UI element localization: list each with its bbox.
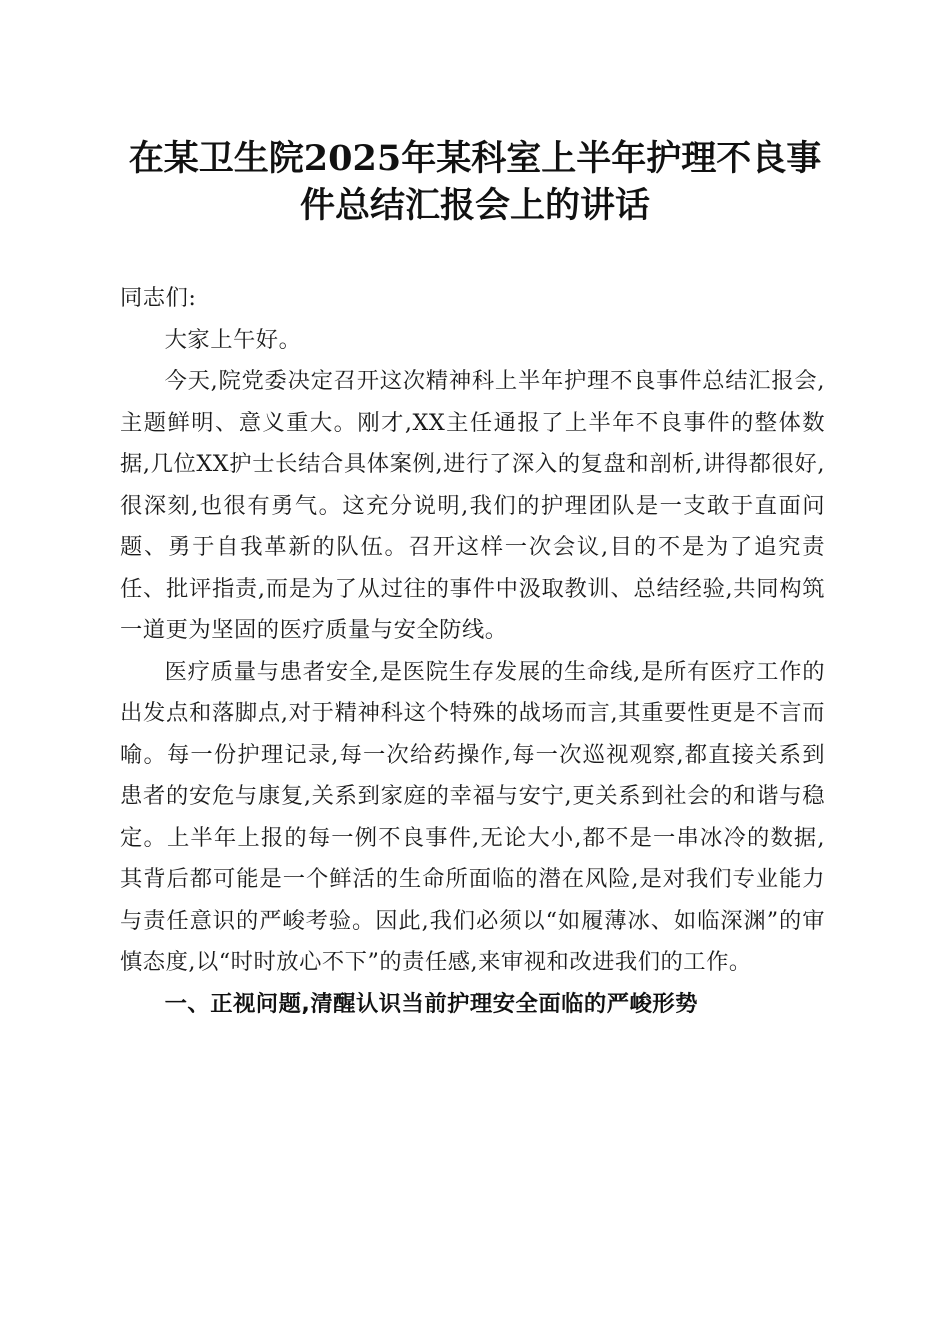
section-heading: 一、正视问题,清醒认识当前护理安全面临的严峻形势 [164, 990, 698, 1017]
paragraph-greeting: 大家上午好。 [164, 326, 302, 353]
document-title [120, 135, 830, 229]
title-line-1: 在某卫生院2025年某科室上半年护理不良事 [128, 138, 822, 179]
document-body [120, 278, 825, 1025]
salutation: 同志们: [120, 285, 197, 311]
paragraph-opening: 今天,院党委决定召开这次精神科上半年护理不良事件总结汇报会,主题鲜明、意义重大。刚才,XX主任通报了上半年不良事件的整体数据,几位XX护士长结合具体案例,进行了深入的复盘和剖析,讲得都很好,很深刻,也很有勇气。这充分说明,我们的护理团队是一支敢于直面问题、勇于自我革新的队伍。召开这样一次会议,目的不是为了追究责任、批评指责,而是为了从过往的事件中汲取教训、总结经验,共同构筑一道更为坚固的医疗质量与安全防线。 [120, 368, 825, 643]
title-line-2: 件总结汇报会上的讲话 [299, 185, 650, 226]
paragraph-importance: 医疗质量与患者安全,是医院生存发展的生命线,是所有医疗工作的出发点和落脚点,对于精神科这个特殊的战场而言,其重要性更是不言而喻。每一份护理记录,每一次给药操作,每一次巡视观察,都直接关系到患者的安危与康复,关系到家庭的幸福与安宁,更关系到社会的和谐与稳定。上半年上报的每一例不良事件,无论大小,都不是一串冰冷的数据,其背后都可能是一个鲜活的生命所面临的潜在风险,是对我们专业能力与责任意识的严峻考验。因此,我们必须以“如履薄冰、如临深渊”的审慎态度,以“时时放心不下”的责任感,来审视和改进我们的工作。 [120, 658, 825, 975]
